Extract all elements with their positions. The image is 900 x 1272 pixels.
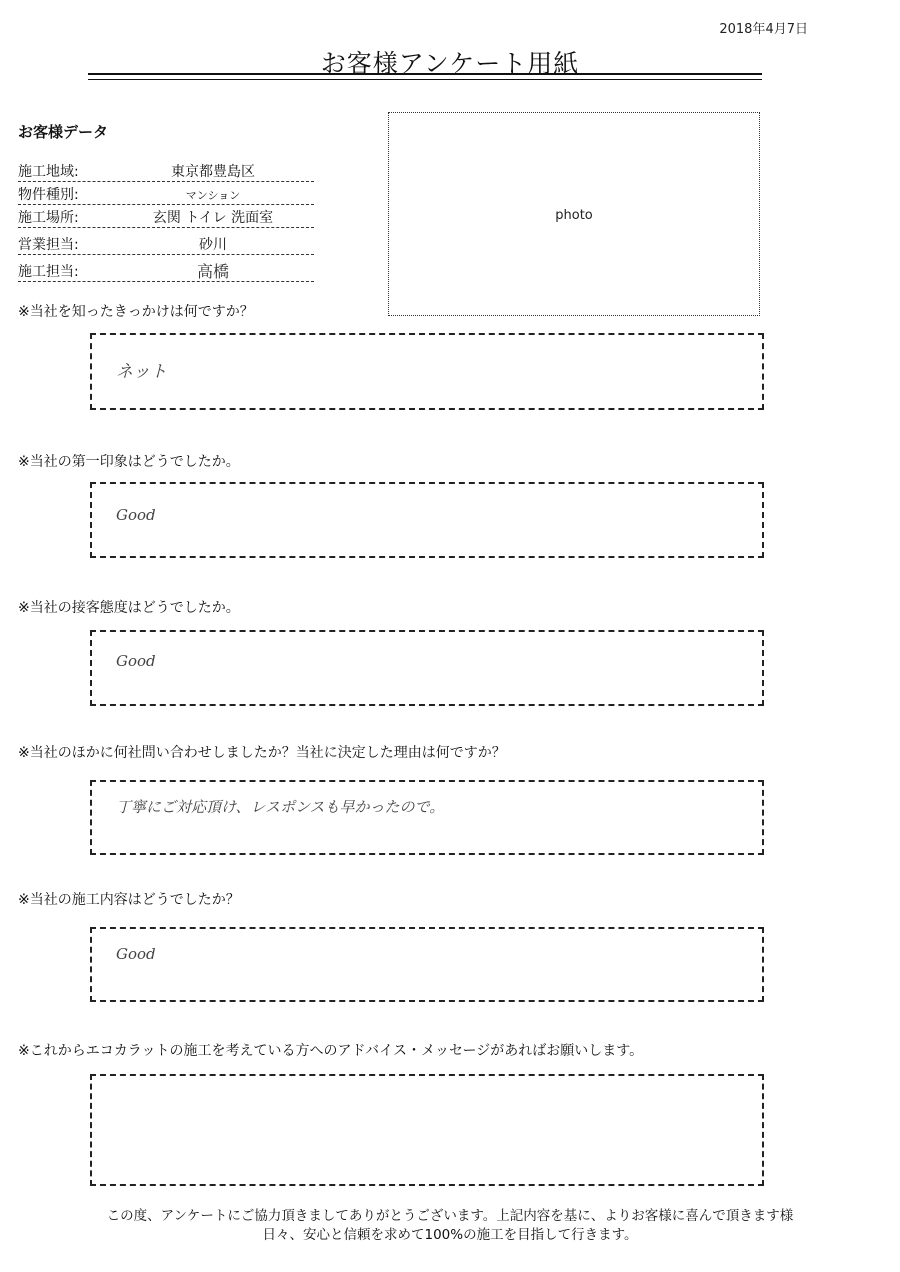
customer-data-heading: お客様データ — [18, 123, 109, 141]
info-label: 施工地域: — [18, 164, 79, 180]
title-underline — [88, 73, 762, 75]
info-label: 施工場所: — [18, 210, 79, 226]
answer-box-5 — [90, 927, 764, 1002]
question-4: ※当社のほかに何社問い合わせしましたか？当社に決定した理由は何ですか？ — [18, 745, 506, 761]
info-value: 東京都豊島区 — [171, 164, 255, 180]
info-label: 物件種別: — [18, 187, 79, 203]
answer-4-handwritten: 丁寧にご対応頂け、レスポンスも早かったので。 — [116, 798, 445, 816]
survey-date: 2018年4月7日 — [719, 22, 808, 37]
info-row-area — [18, 160, 314, 182]
answer-1-handwritten: ネット — [116, 362, 167, 382]
question-5: ※当社の施工内容はどうでしたか？ — [18, 892, 240, 908]
row-divider — [18, 204, 314, 205]
answer-box-3 — [90, 630, 764, 706]
row-divider — [18, 281, 314, 282]
photo-placeholder — [388, 112, 760, 316]
answer-3-handwritten: Good — [116, 652, 156, 670]
info-label: 施工担当: — [18, 264, 79, 280]
answer-5-handwritten: Good — [116, 945, 156, 963]
info-row-installer — [18, 260, 314, 282]
info-value: マンション — [185, 189, 241, 202]
row-divider — [18, 181, 314, 182]
answer-box-2 — [90, 482, 764, 558]
info-value: 砂川 — [199, 237, 227, 253]
row-divider — [18, 227, 314, 228]
info-row-sales-rep — [18, 233, 314, 255]
question-3: ※当社の接客態度はどうでしたか。 — [18, 600, 240, 616]
page-title: お客様アンケート用紙 — [320, 49, 580, 78]
answer-box-1 — [90, 333, 764, 410]
answer-box-4 — [90, 780, 764, 855]
question-1: ※当社を知ったきっかけは何ですか？ — [18, 304, 254, 320]
info-row-property-type — [18, 183, 314, 205]
title-underline-thin — [88, 79, 762, 80]
info-row-location — [18, 206, 314, 228]
answer-box-6 — [90, 1074, 764, 1186]
footer-line-2: 日々、安心と信頼を求めて100%の施工を目指して行きます。 — [262, 1227, 638, 1243]
footer-line-1: この度、アンケートにご協力頂きましてありがとうございます。上記内容を基に、よりお客様に喜んで頂きます様 — [106, 1208, 794, 1224]
info-value-handwritten: 高橋 — [196, 262, 229, 281]
row-divider — [18, 254, 314, 255]
info-label: 営業担当: — [18, 237, 79, 253]
photo-label: photo — [555, 208, 593, 223]
answer-2-handwritten: Good — [116, 506, 156, 524]
info-value: 玄関 トイレ 洗面室 — [152, 210, 274, 226]
question-2: ※当社の第一印象はどうでしたか。 — [18, 454, 240, 470]
question-6: ※これからエコカラットの施工を考えている方へのアドバイス・メッセージがあればお願いします。 — [18, 1043, 644, 1059]
